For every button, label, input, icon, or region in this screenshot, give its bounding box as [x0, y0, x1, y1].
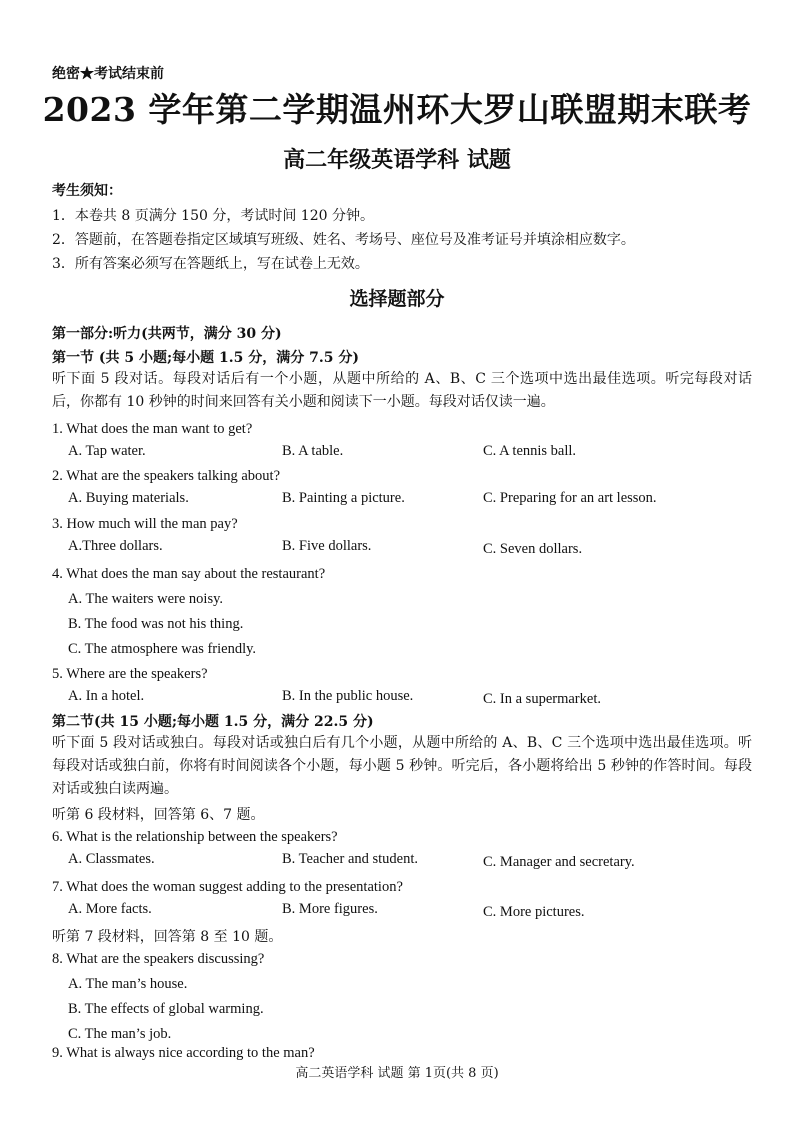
option-b: B. The effects of global warming.: [68, 1001, 264, 1017]
option-c: C. A tennis ball.: [483, 443, 577, 459]
question-stem: 5. Where are the speakers?: [52, 666, 208, 682]
option-a: A. Buying materials.: [68, 490, 189, 506]
question-stem: 7. What does the woman suggest adding to the presentation?: [52, 879, 403, 895]
option-c: C. Manager and secretary.: [483, 854, 635, 870]
option-c: C. The atmosphere was friendly.: [68, 641, 257, 657]
section1-instructions: 听下面 5 段对话。每段对话后有一个小题，从题中所给的 A、B、C 三个选项中选出最佳选项。听完每段对话后，你都有 10 秒钟的时间来回答有关小题和阅读下一小题。每段对话仅读一遍。: [52, 371, 752, 410]
option-a: A. More facts.: [68, 901, 152, 917]
option-b: B. Painting a picture.: [282, 490, 405, 506]
option-b: B. More figures.: [282, 901, 378, 917]
option-c: C. Preparing for an art lesson.: [483, 490, 657, 506]
listen-instruction: 听第 7 段材料，回答第 8 至 10 题。: [52, 929, 283, 945]
question-stem: 4. What does the man say about the restaurant?: [52, 566, 326, 582]
option-a: A. The waiters were noisy.: [68, 591, 224, 607]
exam-subtitle: 高二年级英语学科 试题: [283, 147, 511, 173]
option-b: B. Five dollars.: [282, 538, 372, 554]
part1-heading: 第一部分:听力(共两节，满分 30 分): [52, 326, 282, 342]
exam-title: 2023 学年第二学期温州环大罗山联盟期末联考: [42, 90, 752, 129]
option-c: C. In a supermarket.: [483, 691, 601, 707]
option-b: B. Teacher and student.: [282, 851, 419, 867]
question-stem: 1. What does the man want to get?: [52, 421, 253, 437]
listen-instruction: 听第 6 段材料，回答第 6、7 题。: [52, 807, 265, 823]
section2-heading: 第二节(共 15 小题;每小题 1.5 分，满分 22.5 分): [52, 714, 374, 730]
question-stem: 9. What is always nice according to the man?: [52, 1045, 315, 1061]
option-b: B. A table.: [282, 443, 344, 459]
page-footer: 高二英语学科 试题 第 1页(共 8 页): [295, 1066, 499, 1081]
notice-heading: 考生须知：: [52, 183, 122, 199]
notice-item: 3．所有答案必须写在答题纸上，写在试卷上无效。: [52, 256, 369, 272]
question-stem: 2. What are the speakers talking about?: [52, 468, 281, 484]
option-a: A. In a hotel.: [68, 688, 145, 704]
option-a: A. Tap water.: [68, 443, 146, 459]
option-a: A.Three dollars.: [68, 538, 163, 554]
option-c: C. The man’s job.: [68, 1026, 172, 1042]
question-stem: 8. What are the speakers discussing?: [52, 951, 265, 967]
question-stem: 3. How much will the man pay?: [52, 516, 238, 532]
confidential-label: 绝密★考试结束前: [52, 66, 164, 82]
option-a: A. Classmates.: [68, 851, 155, 867]
option-a: A. The man’s house.: [68, 976, 188, 992]
section1-heading: 第一节 (共 5 小题;每小题 1.5 分，满分 7.5 分): [52, 350, 359, 366]
option-c: C. More pictures.: [483, 904, 585, 920]
option-c: C. Seven dollars.: [483, 541, 583, 557]
notice-item: 2．答题前，在答题卷指定区域填写班级、姓名、考场号、座位号及准考证号并填涂相应数字。: [52, 232, 635, 248]
section2-instructions: 听下面 5 段对话或独白。每段对话或独白后有几个小题，从题中所给的 A、B、C 三个选项中选出最佳选项。听每段对话或独白前，你将有时间阅读各个小题，每小题 5 秒钟。听完后，各小题将给出 5 秒钟的作答时间。每段对话或独白读两遍。: [52, 735, 752, 797]
section-title: 选择题部分: [349, 288, 445, 310]
notice-item: 1．本卷共 8 页满分 150 分，考试时间 120 分钟。: [52, 208, 374, 224]
option-b: B. The food was not his thing.: [68, 616, 244, 632]
question-stem: 6. What is the relationship between the speakers?: [52, 829, 338, 845]
option-b: B. In the public house.: [282, 688, 414, 704]
